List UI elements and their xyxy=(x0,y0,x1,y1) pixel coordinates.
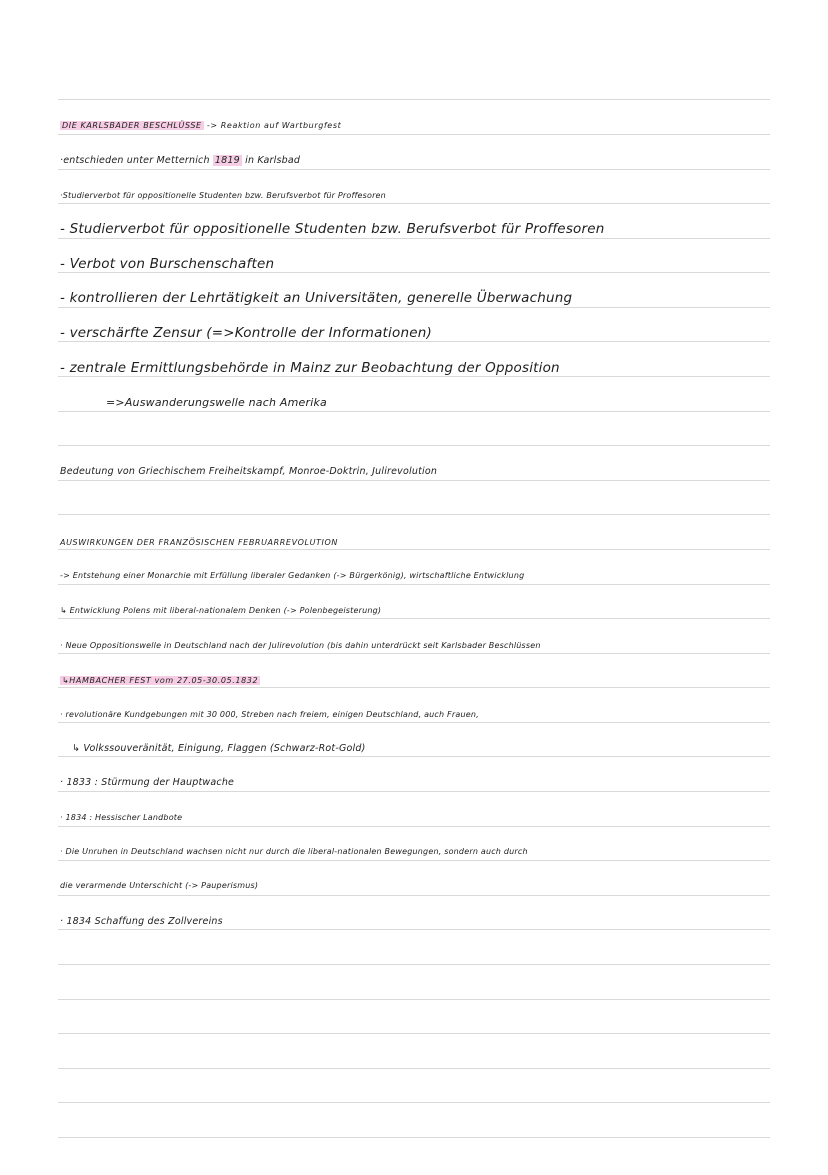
ruled-line xyxy=(58,722,770,723)
ruled-line xyxy=(58,618,770,619)
ruled-line xyxy=(58,272,770,273)
ruled-line xyxy=(58,549,770,550)
hambacher-fest xyxy=(60,676,260,685)
section1-title-suffix: -> Reaktion auf Wartburgfest xyxy=(206,121,342,130)
ruled-line xyxy=(58,860,770,861)
bullet-zensur: - verschärfte Zensur (=>Kontrolle der Informationen) xyxy=(60,325,432,341)
ruled-line xyxy=(58,411,770,412)
ruled-line xyxy=(58,653,770,654)
section2-line9: die verarmende Unterschicht (-> Pauperismus) xyxy=(60,881,259,890)
section2-line1: -> Entstehung einer Monarchie mit Erfüllung liberaler Gedanken (-> Bürgerkönig), wirtschaftliche Entwicklung xyxy=(60,571,525,580)
section2-heading: AUSWIRKUNGEN DER FRANZÖSISCHEN FEBRUARREVOLUTION xyxy=(60,538,338,547)
section2-line4: · revolutionäre Kundgebungen mit 30 000, Streben nach freiem, einigen Deutschland, auch Frauen, xyxy=(60,710,479,719)
ruled-line xyxy=(58,134,770,135)
ruled-line xyxy=(58,99,770,100)
section1-heading xyxy=(60,121,341,130)
section2-line2: ↳ Entwicklung Polens mit liberal-nationalem Denken (-> Polenbegeisterung) xyxy=(60,606,382,615)
consequence-auswanderung: =>Auswanderungswelle nach Amerika xyxy=(106,396,327,409)
section1-title: DIE KARLSBADER BESCHLÜSSE xyxy=(62,121,202,130)
ruled-line xyxy=(58,756,770,757)
ruled-line xyxy=(58,791,770,792)
line1-year: 1819 xyxy=(214,155,240,166)
ruled-line xyxy=(58,445,770,446)
section2-line7: · 1834 : Hessischer Landbote xyxy=(60,813,183,822)
bullet-lehrtaetigkeit: - kontrollieren der Lehrtätigkeit an Universitäten, generelle Überwachung xyxy=(60,290,573,306)
hambacher-fest-label: ↳HAMBACHER FEST vom 27.05-30.05.1832 xyxy=(62,676,259,685)
ruled-line xyxy=(58,169,770,170)
ruled-line xyxy=(58,584,770,585)
section2-line10: · 1834 Schaffung des Zollvereins xyxy=(60,916,223,927)
ruled-line xyxy=(58,307,770,308)
bullet-ermittlungsbehoerde: - zentrale Ermittlungsbehörde in Mainz zur Beobachtung der Opposition xyxy=(60,360,560,376)
section2-line5: ↳ Volkssouveränität, Einigung, Flaggen (Schwarz-Rot-Gold) xyxy=(72,743,366,754)
ruled-line xyxy=(58,514,770,515)
ruled-line xyxy=(58,238,770,239)
ruled-line xyxy=(58,480,770,481)
ruled-line xyxy=(58,376,770,377)
ruled-line xyxy=(58,1102,770,1103)
ruled-line xyxy=(58,895,770,896)
line1-suffix: in Karlsbad xyxy=(245,155,301,166)
ruled-line xyxy=(58,1068,770,1069)
ruled-line xyxy=(58,1033,770,1034)
ruled-line xyxy=(58,341,770,342)
section1-line2: ·Studierverbot für oppositionelle Studenten bzw. Berufsverbot für Proffesoren xyxy=(60,191,386,200)
section2-line6: · 1833 : Stürmung der Hauptwache xyxy=(60,777,235,788)
section2-line3: · Neue Oppositionswelle in Deutschland nach der Julirevolution (bis dahin unterdrückt seit Karlsbader Beschlüssen xyxy=(60,641,541,650)
meaning-line: Bedeutung von Griechischem Freiheitskampf, Monroe-Doktrin, Julirevolution xyxy=(60,466,438,477)
ruled-line xyxy=(58,826,770,827)
bullet-burschenschaften: - Verbot von Burschenschaften xyxy=(60,256,275,272)
section2-line8: · Die Unruhen in Deutschland wachsen nicht nur durch die liberal-nationalen Bewegungen, sondern auch durch xyxy=(60,847,528,856)
ruled-line xyxy=(58,929,770,930)
ruled-line xyxy=(58,1137,770,1138)
ruled-line xyxy=(58,203,770,204)
section1-line1 xyxy=(60,155,300,166)
line1-prefix: ·entschieden unter Metternich xyxy=(60,155,210,166)
bullet-studierverbot: - Studierverbot für oppositionelle Studenten bzw. Berufsverbot für Proffesoren xyxy=(60,221,605,237)
ruled-line xyxy=(58,964,770,965)
ruled-line xyxy=(58,687,770,688)
ruled-line xyxy=(58,999,770,1000)
